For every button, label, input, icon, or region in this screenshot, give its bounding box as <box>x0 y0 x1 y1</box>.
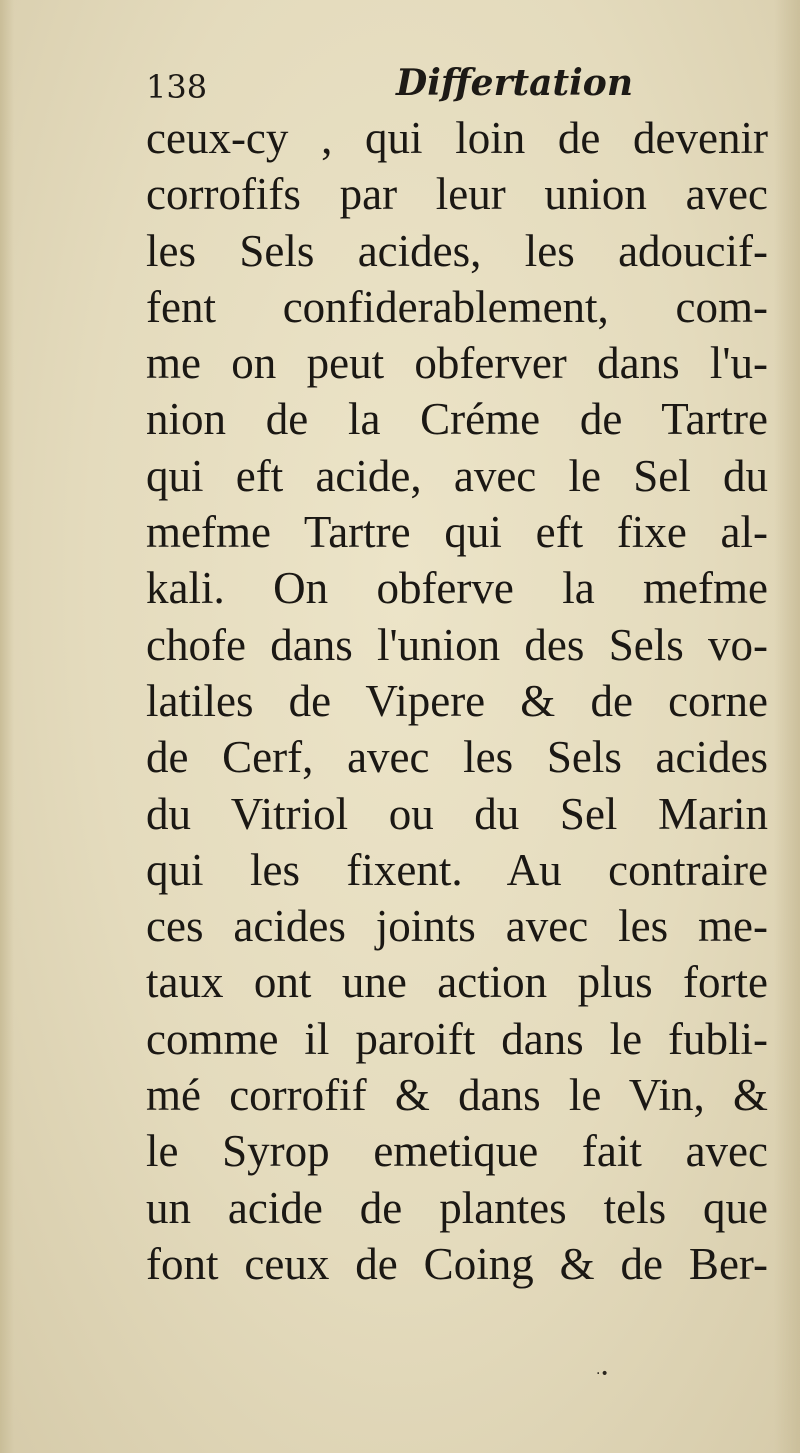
text-line: fent confiderablement, com- <box>146 281 768 332</box>
text-line: de Cerf, avec les Sels acides <box>146 732 768 783</box>
text-line: mé corrofif & dans le Vin, & <box>146 1070 768 1121</box>
text-line: un acide de plantes tels que <box>146 1182 768 1233</box>
text-line: comme il paroift dans le fubli- <box>146 1013 768 1064</box>
text-line: ces acides joints avec les me- <box>146 901 768 952</box>
text-line: chofe dans l'union des Sels vo- <box>146 619 768 670</box>
text-line: kali. On obferve la mefme <box>146 563 768 614</box>
page-number: 138 <box>146 68 208 106</box>
text-line: mefme Tartre qui eft fixe al- <box>146 507 768 558</box>
text-line: le Syrop emetique fait avec <box>146 1126 768 1177</box>
text-line: latiles de Vipere & de corne <box>146 675 768 726</box>
text-line: taux ont une action plus forte <box>146 957 768 1008</box>
text-line: nion de la Créme de Tartre <box>146 394 768 445</box>
text-line: me on peut obferver dans l'u- <box>146 338 768 389</box>
page-edge-left <box>0 0 14 1453</box>
text-line: qui les fixent. Au contraire <box>146 844 768 895</box>
body-text <box>146 110 768 1292</box>
page-header <box>146 62 766 110</box>
text-line: corrofifs par leur union avec <box>146 169 768 220</box>
footer-mark: ·• <box>596 1366 609 1382</box>
running-title: Differtation <box>396 62 633 104</box>
text-line: qui eft acide, avec le Sel du <box>146 450 768 501</box>
text-line: font ceux de Coing & de Ber- <box>146 1238 768 1289</box>
page-edge-right <box>774 0 800 1453</box>
text-line: les Sels acides, les adoucif- <box>146 225 768 276</box>
text-line: ceux-cy , qui loin de devenir <box>146 113 768 163</box>
text-line: du Vitriol ou du Sel Marin <box>146 788 768 839</box>
